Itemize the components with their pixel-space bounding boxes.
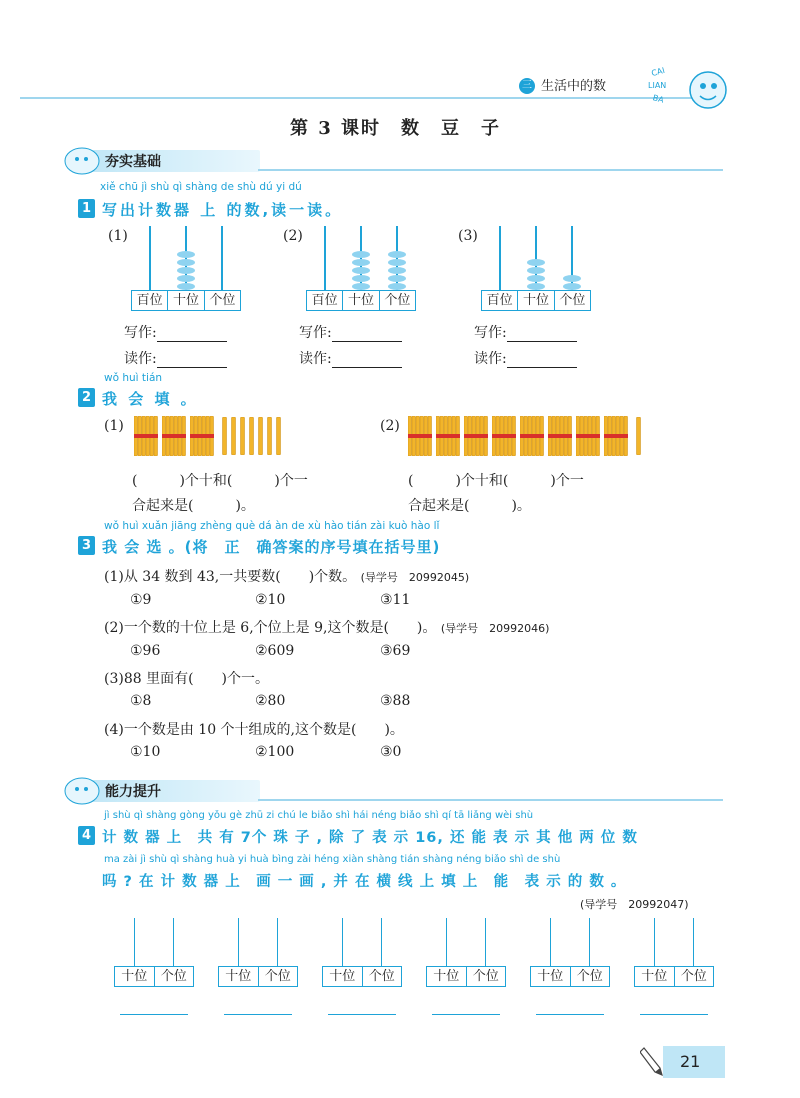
single-stick xyxy=(240,417,245,455)
abacus-bead xyxy=(388,251,406,258)
read-answer xyxy=(299,348,402,368)
abacus-label: (3) xyxy=(458,228,478,244)
abacus-rod xyxy=(238,918,240,966)
ten-stick-bundle xyxy=(604,416,628,456)
place-label: 个位 xyxy=(368,969,395,984)
place-value-box xyxy=(218,966,298,987)
read-label: 读作: xyxy=(124,351,157,367)
abacus-rod xyxy=(221,226,223,290)
abacus-rod xyxy=(381,918,383,966)
place-label: 十位 xyxy=(427,967,467,986)
abacus-rod xyxy=(134,918,136,966)
place-label: 个位 xyxy=(264,969,291,984)
abacus-bead xyxy=(527,267,545,274)
single-stick xyxy=(231,417,236,455)
answer-blank[interactable] xyxy=(507,353,577,368)
abacus-bead xyxy=(177,259,195,266)
write-answer xyxy=(124,322,227,342)
place-value-box xyxy=(322,966,402,987)
abacus-rod xyxy=(173,918,175,966)
answer-blank[interactable] xyxy=(328,1014,396,1015)
abacus-bead xyxy=(177,283,195,290)
read-answer xyxy=(124,348,227,368)
mascot-icon xyxy=(62,776,102,806)
ten-stick-bundle xyxy=(162,416,186,456)
answer-blank[interactable] xyxy=(332,353,402,368)
abacus-bead xyxy=(177,275,195,282)
chapter-badge: 三 xyxy=(519,78,535,94)
q3-number: 3 xyxy=(78,536,95,555)
abacus-bead xyxy=(527,283,545,290)
q3-text: 我 会 选 。(将 正 确答案的序号填在括号里) xyxy=(102,538,441,556)
place-label: 个位 xyxy=(209,293,236,308)
abacus-rod xyxy=(589,918,591,966)
q1-text: 写出计数器 上 的数,读一读。 xyxy=(102,201,344,219)
q3-item1-opt1: ①9 xyxy=(130,592,152,608)
guide-number-tag: (导学号 20992046) xyxy=(440,622,550,635)
place-value-box xyxy=(634,966,714,987)
q3-item2-opt2: ②609 xyxy=(255,643,295,659)
q4-pinyin-line1: jì shù qì shàng gòng yǒu gè zhū zi chú le biǎo shì hái néng biǎo shì qí tā liǎng wèi shù xyxy=(104,810,534,821)
abacus-bead xyxy=(527,275,545,282)
place-value-box xyxy=(530,966,610,987)
place-value-box xyxy=(114,966,194,987)
single-stick xyxy=(636,417,641,455)
place-label: 个位 xyxy=(576,969,603,984)
abacus-rod xyxy=(654,918,656,966)
abacus-rod xyxy=(342,918,344,966)
abacus-rod xyxy=(277,918,279,966)
mascot-icon xyxy=(62,146,102,176)
q3-item2-opt1: ①96 xyxy=(130,643,161,659)
q3-item2-opt3: ③69 xyxy=(380,643,411,659)
answer-blank[interactable] xyxy=(157,327,227,342)
guide-number-tag: (导学号 20992045) xyxy=(360,571,470,584)
q3-item4-opt3: ③0 xyxy=(380,744,402,760)
ten-stick-bundle xyxy=(464,416,488,456)
q2-item2-line1: ( )个十和( )个一 xyxy=(408,473,584,489)
abacus-bead xyxy=(563,283,581,290)
q2-text: 我 会 填 。 xyxy=(102,390,199,408)
abacus-bead xyxy=(388,259,406,266)
q3-item2-question: (2)一个数的十位上是 6,个位上是 9,这个数是( )。 (导学号 20992046) xyxy=(104,620,550,636)
place-label: 百位 xyxy=(482,291,518,310)
q3-item4-opt2: ②100 xyxy=(255,744,295,760)
q2-pinyin: wǒ huì tián xyxy=(104,372,163,384)
place-value-box xyxy=(131,290,241,311)
single-stick xyxy=(258,417,263,455)
section-title: 能力提升 xyxy=(105,784,161,800)
answer-blank[interactable] xyxy=(640,1014,708,1015)
abacus-rod xyxy=(324,226,326,290)
page-number: 21 xyxy=(680,1052,701,1071)
place-label: 百位 xyxy=(132,291,168,310)
q4-number: 4 xyxy=(78,826,95,845)
abacus-bead xyxy=(352,283,370,290)
q3-item3-opt2: ②80 xyxy=(255,693,286,709)
place-label: 个位 xyxy=(384,293,411,308)
place-value-box xyxy=(481,290,591,311)
header-rule xyxy=(20,97,725,99)
abacus-rod xyxy=(485,918,487,966)
place-label: 十位 xyxy=(531,967,571,986)
ten-stick-bundle xyxy=(492,416,516,456)
single-stick xyxy=(267,417,272,455)
section-banner-advanced xyxy=(62,776,732,802)
q3-item1-opt3: ③11 xyxy=(380,592,411,608)
chapter-title: 生活中的数 xyxy=(541,79,607,94)
pencil-icon xyxy=(640,1044,666,1078)
q3-item4-question: (4)一个数是由 10 个十组成的,这个数是( )。 xyxy=(104,722,404,738)
answer-blank[interactable] xyxy=(224,1014,292,1015)
place-label: 十位 xyxy=(115,967,155,986)
read-label: 读作: xyxy=(299,351,332,367)
q2-item2-label: (2) xyxy=(380,418,400,434)
abacus-bead xyxy=(388,275,406,282)
ten-stick-bundle xyxy=(408,416,432,456)
abacus-rod xyxy=(149,226,151,290)
q3-item3-opt3: ③88 xyxy=(380,693,411,709)
q3-item3-opt1: ①8 xyxy=(130,693,152,709)
q3-item1-question: (1)从 34 数到 43,一共要数( )个数。 (导学号 20992045) xyxy=(104,569,470,585)
abacus-bead xyxy=(352,275,370,282)
q3-item1-opt2: ②10 xyxy=(255,592,286,608)
answer-blank[interactable] xyxy=(432,1014,500,1015)
place-value-box xyxy=(306,290,416,311)
place-label: 个位 xyxy=(472,969,499,984)
answer-blank[interactable] xyxy=(120,1014,188,1015)
answer-blank[interactable] xyxy=(332,327,402,342)
abacus-rod xyxy=(499,226,501,290)
q2-item1-label: (1) xyxy=(104,418,124,434)
read-answer xyxy=(474,348,577,368)
abacus-rod xyxy=(693,918,695,966)
lesson-title: 第 3 课时 数 豆 子 xyxy=(290,118,502,139)
abacus-bead xyxy=(177,267,195,274)
abacus-bead xyxy=(352,267,370,274)
q1-pinyin: xiě chū jì shù qì shàng de shù dú yi dú xyxy=(100,181,302,193)
abacus-bead xyxy=(388,267,406,274)
write-answer xyxy=(299,322,402,342)
single-stick xyxy=(222,417,227,455)
abacus-bead xyxy=(527,259,545,266)
q4-text-line1: 计 数 器 上 共 有 7个 珠 子 , 除 了 表 示 16, 还 能 表 示 其 他 两 位 数 xyxy=(102,830,638,846)
single-stick xyxy=(249,417,254,455)
q3-pinyin: wǒ huì xuǎn jiāng zhèng què dá àn de xù hào tián zài kuò hào lǐ xyxy=(104,520,440,532)
ten-stick-bundle xyxy=(520,416,544,456)
ten-stick-bundle xyxy=(436,416,460,456)
abacus-label: (1) xyxy=(108,228,128,244)
write-label: 写作: xyxy=(124,325,157,341)
place-label: 个位 xyxy=(160,969,187,984)
abacus-bead xyxy=(352,259,370,266)
single-stick xyxy=(276,417,281,455)
section-title: 夯实基础 xyxy=(105,154,161,170)
q4-text-line2: 吗 ? 在 计 数 器 上 画 一 画 , 并 在 横 线 上 填 上 能 表 示 的 数 。 xyxy=(102,874,627,890)
q3-item4-opt1: ①10 xyxy=(130,744,161,760)
q2-number: 2 xyxy=(78,388,95,407)
q2-item1-line1: ( )个十和( )个一 xyxy=(132,473,308,489)
svg-text:LIAN: LIAN xyxy=(648,81,667,90)
q4-guide-tag: (导学号 20992047) xyxy=(580,898,689,911)
section-banner-basic xyxy=(62,146,732,172)
abacus-bead xyxy=(352,251,370,258)
place-value-box xyxy=(426,966,506,987)
abacus-rod xyxy=(446,918,448,966)
ten-stick-bundle xyxy=(190,416,214,456)
place-label: 十位 xyxy=(219,967,259,986)
answer-blank[interactable] xyxy=(157,353,227,368)
abacus-label: (2) xyxy=(283,228,303,244)
place-label: 个位 xyxy=(559,293,586,308)
answer-blank[interactable] xyxy=(536,1014,604,1015)
write-label: 写作: xyxy=(299,325,332,341)
ten-stick-bundle xyxy=(548,416,572,456)
q2-item2-line2: 合起来是( )。 xyxy=(408,498,531,514)
place-label: 百位 xyxy=(307,291,343,310)
write-answer xyxy=(474,322,577,342)
q4-pinyin-line2: ma zài jì shù qì shàng huà yi huà bìng zài héng xiàn shàng tián shàng néng biǎo shì de shù xyxy=(104,854,561,865)
q3-item3-question: (3)88 里面有( )个一。 xyxy=(104,671,270,687)
svg-text:CAI: CAI xyxy=(650,65,666,79)
abacus-rod xyxy=(550,918,552,966)
place-label: 十位 xyxy=(635,967,675,986)
abacus-bead xyxy=(563,275,581,282)
place-label: 十位 xyxy=(168,291,204,310)
write-label: 写作: xyxy=(474,325,507,341)
ten-stick-bundle xyxy=(576,416,600,456)
place-label: 个位 xyxy=(680,969,707,984)
place-label: 十位 xyxy=(323,967,363,986)
abacus-bead xyxy=(177,251,195,258)
ten-stick-bundle xyxy=(134,416,158,456)
svg-text:BA: BA xyxy=(651,93,665,105)
answer-blank[interactable] xyxy=(507,327,577,342)
q1-number: 1 xyxy=(78,199,95,218)
q2-item1-line2: 合起来是( )。 xyxy=(132,498,255,514)
place-label: 十位 xyxy=(518,291,554,310)
read-label: 读作: xyxy=(474,351,507,367)
place-label: 十位 xyxy=(343,291,379,310)
mascot-logo xyxy=(640,58,730,118)
abacus-bead xyxy=(388,283,406,290)
